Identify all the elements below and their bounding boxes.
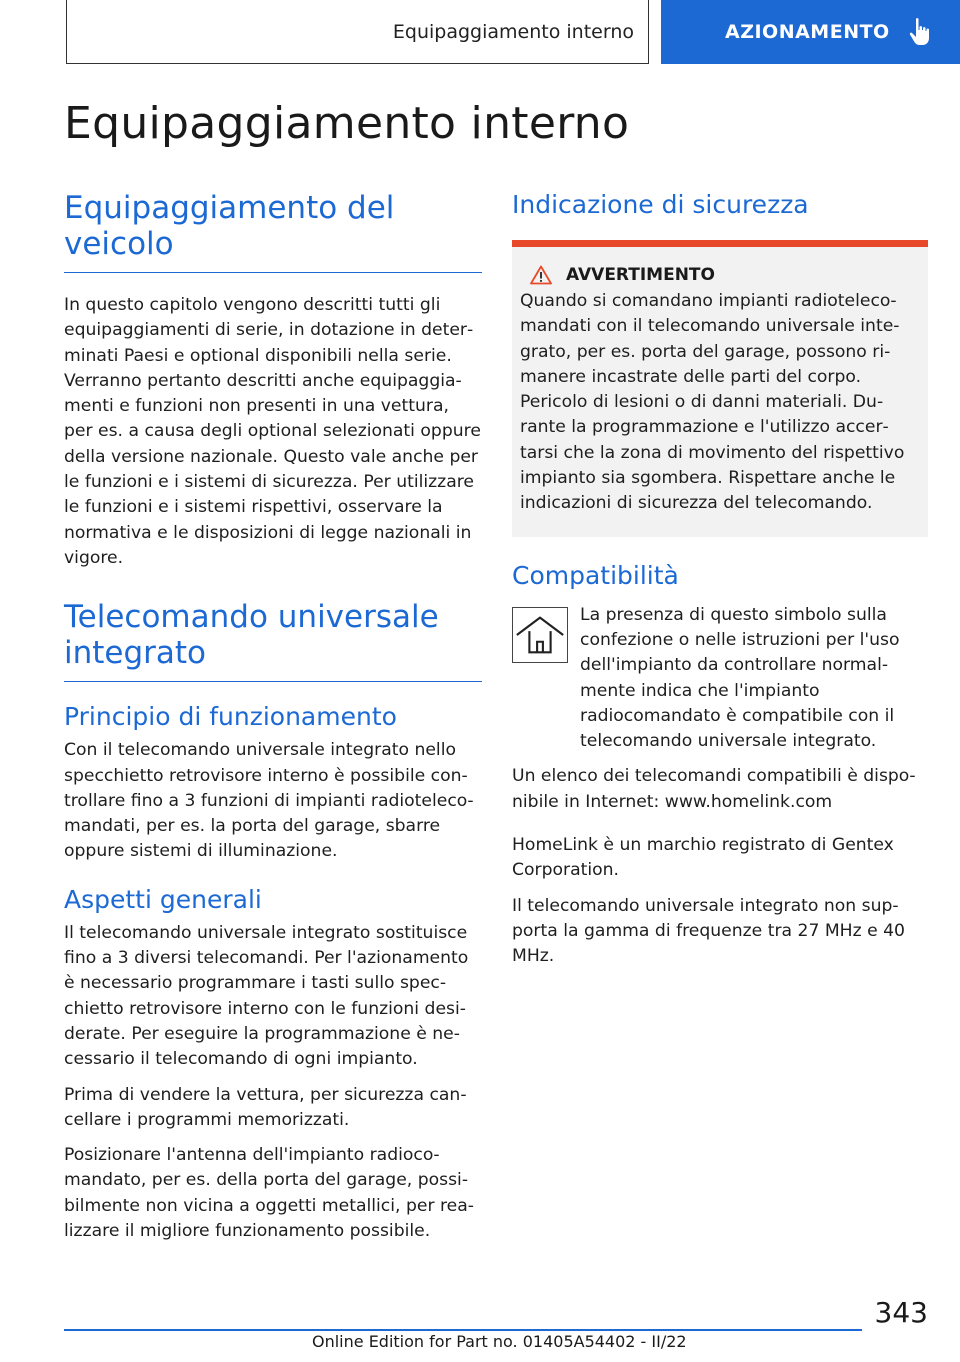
section-tab xyxy=(661,0,960,64)
paragraph-compatibility-1: La presenza di questo simbolo sulla confezione o nelle istruzioni per l'uso dell'impianto da controllare normalmente indica che l'impianto radiocomandato è compatibile con il telecomando universale integrato. xyxy=(580,604,900,752)
compatibility-row xyxy=(512,603,928,755)
pointing-hand-icon xyxy=(908,17,934,47)
paragraph-compatibility-3: HomeLink è un marchio registrato di Gentex Corporation. xyxy=(512,835,894,881)
warning-text: Quando si comandano impianti radiotelecomandati con il telecomando universale integrato, per es. porta del garage, possono rimanere incastrate delle parti del corpo. Pericolo di lesioni o di danni materiali. Durante la programmazione e l'utilizzo accertarsi che la zona di movimento del rispettivo impianto sia sgombera. Rispettare anche le indicazioni di sicurezza del telecomando. xyxy=(520,291,905,514)
page-number: 343 xyxy=(874,1296,928,1329)
paragraph-compatibility-4: Il telecomando universale integrato non supporta la gamma di frequenze tra 27 MHz e 40 MHz. xyxy=(512,895,905,967)
paragraph-vehicle-equipment: In questo capitolo vengono descritti tutti gli equipaggiamenti di serie, in dotazione in determinati Paesi e optional disponibili nella serie. Verranno pertanto descritti anche equipaggiamenti e funzioni non presenti in una vettura, per es. a causa degli optional selezionati oppure della versione nazionale. Questo vale anche per le funzioni e i sistemi di sicurezza. Per utilizzare le funzioni e i sistemi rispettivi, osservare la normativa e le disposizioni di legge nazionali in vigore. xyxy=(64,295,481,568)
paragraph-general-2: Prima di vendere la vettura, per sicurezza cancellare i programmi memorizzati. xyxy=(64,1084,467,1130)
heading-compatibility: Compatibilità xyxy=(512,560,679,590)
heading-vehicle-equipment: Equipaggiamento del veicolo xyxy=(64,190,482,273)
chapter-tab-label: Equipaggiamento interno xyxy=(392,20,634,43)
right-column xyxy=(512,190,928,980)
page-title: Equipaggiamento interno xyxy=(64,98,630,149)
warning-bar xyxy=(512,240,928,247)
footer-edition: Online Edition for Part no. 01405A54402 - II/22 xyxy=(312,1332,687,1351)
paragraph-compatibility-2: Un elenco dei telecomandi compatibili è disponibile in Internet: www.homelink.com xyxy=(512,766,916,812)
chapter-tab xyxy=(66,0,649,64)
footer-divider xyxy=(64,1329,862,1331)
paragraph-general-1: Il telecomando universale integrato sostituisce fino a 3 diversi telecomandi. Per l'azionamento è necessario programmare i tasti sullo specchietto retrovisore interno con le funzioni desiderate. Per eseguire la programmazione è necessario il telecomando di ogni impianto. xyxy=(64,922,469,1070)
warning-triangle-icon xyxy=(530,265,552,285)
heading-safety-note: Indicazione di sicurezza xyxy=(512,190,809,219)
heading-universal-remote: Telecomando universale integrato xyxy=(64,599,482,682)
warning-box xyxy=(512,247,928,537)
warning-label: AVVERTIMENTO xyxy=(566,265,715,285)
home-icon xyxy=(512,607,568,663)
left-column xyxy=(64,190,482,1254)
section-tab-label: AZIONAMENTO xyxy=(725,21,890,43)
heading-general-aspects: Aspetti generali xyxy=(64,884,262,914)
warning-header xyxy=(530,265,920,285)
heading-operating-principle: Principio di funzionamento xyxy=(64,702,397,732)
paragraph-operating-principle: Con il telecomando universale integrato nello specchietto retrovisore interno è possibile controllare fino a 3 funzioni di impianti radiotelecomandati, per es. la porta del garage, sbarre oppure sistemi di illuminazione. xyxy=(64,740,474,862)
paragraph-general-3: Posizionare l'antenna dell'impianto radiocomandato, per es. della porta del garage, possibilmente non vicina a oggetti metallici, per realizzare il migliore funzionamento possibile. xyxy=(64,1145,474,1242)
